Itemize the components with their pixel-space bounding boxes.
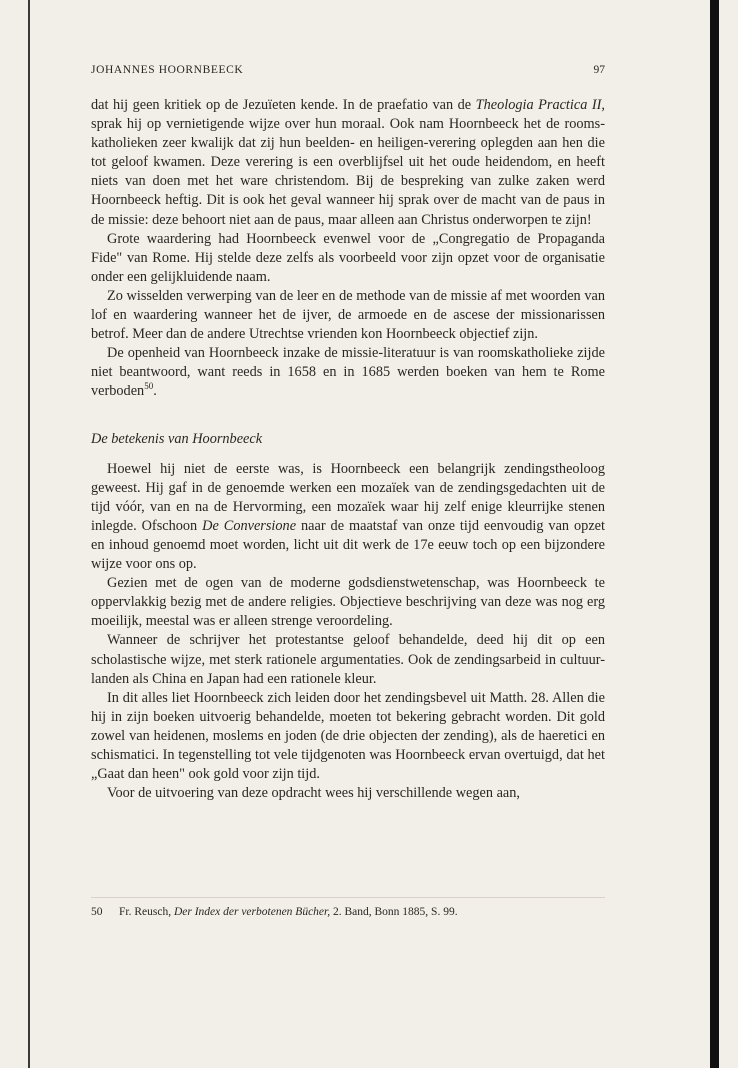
text-run: .	[153, 383, 157, 400]
paragraph	[91, 689, 605, 784]
text-run: Zo wisselden verwerping van de leer en de methode van de missie af met woorden van lof en waardering wanneer het de ijver, de armoede en de ascese der missionarissen betrof. Meer dan de andere Utrechtse vrienden kon Hoornbeeck objectief zijn.	[91, 287, 605, 343]
text-run: naar de maatstaf van onze tijd eenvoudig van opzet en inhoud genoemd moet worden, licht uit dit werk de 17e eeuw toch op een bijzondere wijze voor ons op.	[91, 517, 605, 573]
text-run: dat hij geen kritiek op de Jezuïeten kende. In de praefatio van de	[91, 97, 476, 113]
paragraph	[91, 287, 605, 344]
footnote-number: 50	[91, 906, 103, 918]
footnote-divider	[91, 897, 605, 898]
text-run: Gezien met de ogen van de moderne godsdienstwetenschap, was Hoornbeeck te oppervlakkig bezig met de andere religies. Objectieve beschrijving van deze was nog erg moeilijk, meestal was er alleen strenge veroordeling.	[91, 575, 605, 630]
text-run: In dit alles liet Hoornbeeck zich leiden door het zendingsbevel uit Matth. 28. Allen die hij in zijn boeken uitvoerig behandelde, moeten tot bekering gebracht worden. Dit gold zowel van heidenen, moslems en joden (de drie objecten der zending), als de haeretici en schismatici. In tegenstelling tot vele tijdgenoten was Hoornbeeck ervan overtuigd, dat het „Gaat dan heen" ook gold voor zijn tijd.	[91, 689, 605, 783]
paragraph	[91, 460, 605, 575]
page-right-edge	[710, 0, 719, 1068]
paragraph	[91, 784, 605, 803]
text-run: Hoewel hij niet de eerste was, is Hoornbeeck een belangrijk zendingstheoloog geweest. Hij gaf in de genoemde werken een mozaïek van de zendingsgedachten uit de tijd vóór, van en na de Hervorming, een mozaïek waar hij zelf enige kleurrijke stenen inlegde. Ofschoon	[91, 460, 605, 534]
text-run: Grote waardering had Hoornbeeck evenwel voor de „Congregatio de Propaganda Fide" van Rome. Hij stelde deze zelfs als voorbeeld voor zijn opzet voor de organisatie onder een gelijkluidende naam.	[91, 230, 605, 285]
paragraph	[91, 344, 605, 401]
text-run: Fr. Reusch,	[119, 906, 174, 918]
footnote-text	[119, 906, 458, 918]
text-run: 2. Band, Bonn 1885, S. 99.	[330, 906, 458, 918]
text-run: sprak hij op vernietigende wijze over hun moraal. Ook nam Hoornbeeck het de rooms-katholieken zeer kwalijk dat zij hun beelden- en heiligen-verering oplegden aan hen die tot geloof kwamen. Deze verering is een overblijfsel uit het oude heidendom, en heeft niets van doen met het ware christendom. Bij de bespreking van zulke zaken werd Hoornbeeck heftig. Dit is ook het geval wanneer hij sprak over de macht van de paus in de missie: deze behoort niet aan de paus, maar alleen aan Christus onderworpen te zijn!	[91, 116, 605, 228]
section-heading: De betekenis van Hoornbeeck	[91, 430, 263, 447]
italic-title: De Conversione	[202, 517, 297, 534]
footnote-reference: 50	[144, 381, 154, 392]
page-number: 97	[593, 64, 605, 76]
footnote	[91, 905, 605, 920]
italic-title: Theologia Practica II,	[475, 97, 605, 113]
paragraph	[91, 631, 605, 688]
italic-title: Der Index der verbotenen Bücher,	[173, 906, 331, 918]
body-text	[91, 96, 605, 803]
text-run: Wanneer de schrijver het protestantse geloof behandelde, deed hij dit op een scholastische wijze, met sterk rationele argumentaties. Ook de zendingsarbeid in cultuur-landen als China en Japan had een rationele kleur.	[91, 632, 605, 687]
paragraph	[91, 574, 605, 631]
page-left-edge	[28, 0, 30, 1068]
text-run: De openheid van Hoornbeeck inzake de missie-literatuur is van roomskatholieke zijde niet beantwoord, want reeds in 1658 en in 1685 werden boeken van hem te Rome verboden	[91, 345, 605, 400]
paragraph	[91, 230, 605, 287]
paragraph	[91, 96, 605, 230]
running-title: JOHANNES HOORNBEECK	[91, 64, 244, 76]
text-run: Voor de uitvoering van deze opdracht wees hij verschillende wegen aan,	[107, 785, 521, 802]
